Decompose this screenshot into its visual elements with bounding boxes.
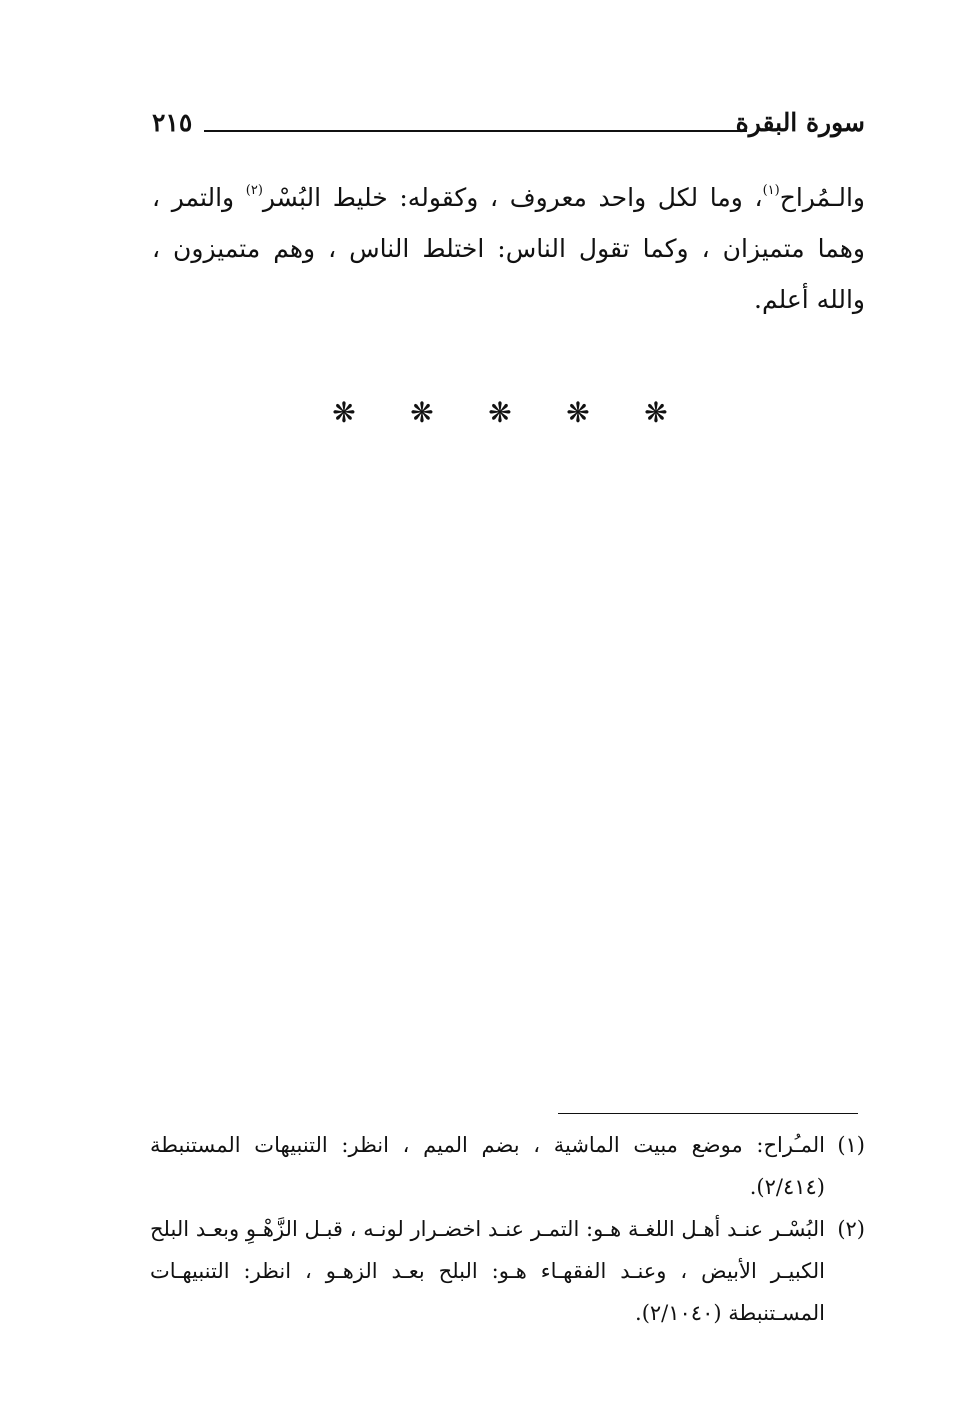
footnote-marker-2[interactable]: (٢)	[245, 183, 263, 198]
section-separator	[330, 396, 670, 429]
body-paragraph	[152, 172, 865, 325]
footnote-marker-1[interactable]: (١)	[762, 183, 780, 198]
footnote-1	[150, 1124, 865, 1208]
footnote-2	[150, 1208, 865, 1334]
body-text	[152, 172, 865, 325]
page-number: ٢١٥	[152, 108, 193, 137]
footnote-text: المـُراح: موضع مبيت الماشية ، بضم الميم ، انظر: التنبيهات المستنبطة (٢/٤١٤).	[150, 1133, 825, 1199]
footnote-number: (٢)	[837, 1217, 865, 1241]
asterism-icon: ❋	[644, 396, 668, 429]
footnote-text: البُسْـر عنـد أهـل اللغـة هـو: التمـر عنـد اخضـرار لونـه ، قبـل الزَّهْـوِ وبعـد البلح الكبيـر الأبيض ، وعنـد الفقهـاء هـو: البلح بعـد الزهـو ، انظر: التنبيهـات المسـتنبطة (٢/١٠٤٠).	[150, 1217, 825, 1325]
header-rule	[204, 130, 747, 132]
running-header	[152, 108, 865, 148]
surah-title: سورة البقرة	[735, 108, 865, 137]
footnotes	[150, 1124, 865, 1334]
body-text-part3: والتمر ، وهما متميزان ، وكما تقول الناس: اختلط الناس ، وهم متميزون ، والله أعلم.	[152, 183, 865, 314]
asterism-icon: ❋	[488, 396, 512, 429]
footnote-number: (١)	[837, 1133, 865, 1157]
asterism-icon: ❋	[566, 396, 590, 429]
asterism-icon: ❋	[410, 396, 434, 429]
body-text-part2: ، وما لكل واحد معروف ، وكقوله: خليط البُسْر	[262, 183, 763, 212]
asterism-icon: ❋	[332, 396, 356, 429]
footnote-rule	[558, 1113, 858, 1114]
body-text-part1: والـمُراح	[779, 183, 865, 212]
